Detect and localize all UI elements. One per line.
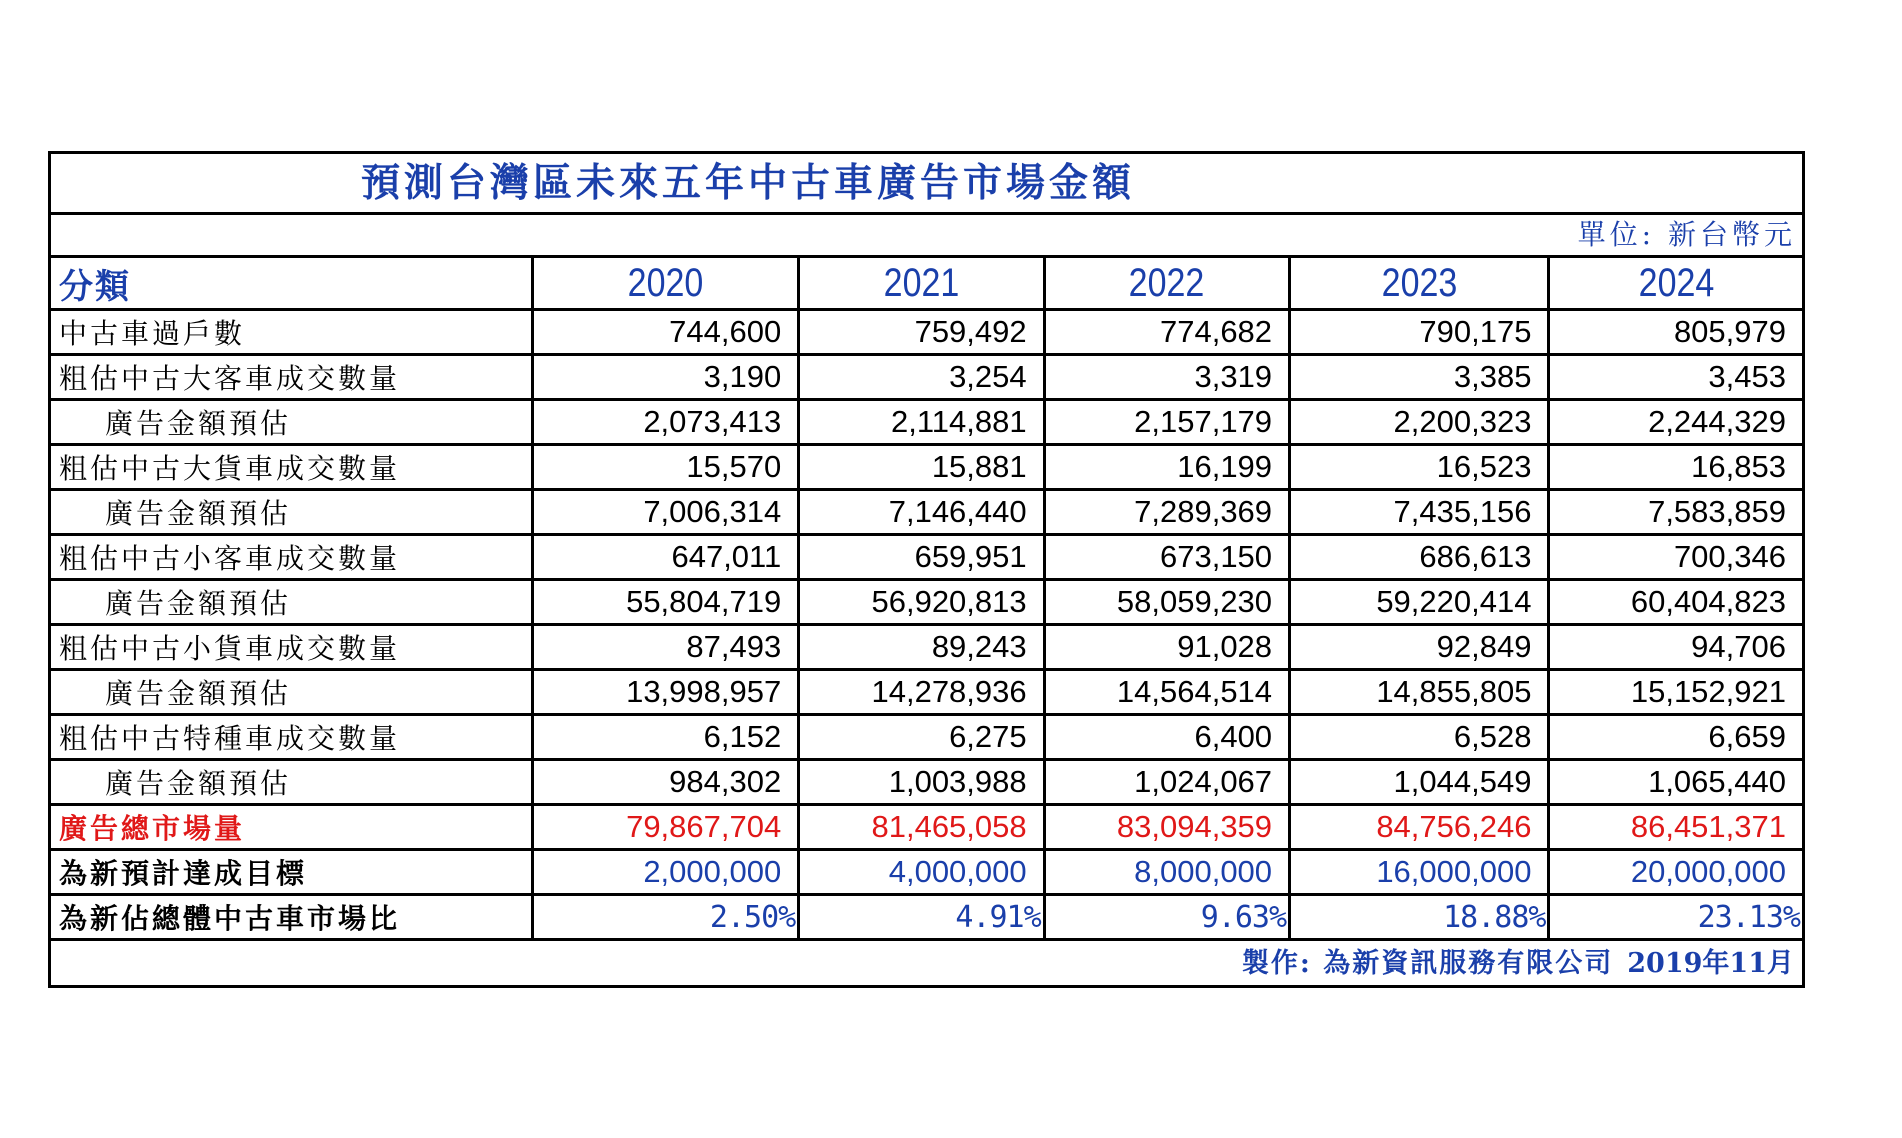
cell-value: 6,400 [1044, 715, 1289, 760]
table-row [50, 580, 1804, 625]
cell-value: 700,346 [1549, 535, 1804, 580]
ratio-row [50, 895, 1804, 940]
row-label: 廣告金額預估 [50, 670, 533, 715]
cell-value: 2,244,329 [1549, 400, 1804, 445]
total-row [50, 805, 1804, 850]
cell-value: 13,998,957 [532, 670, 798, 715]
table-row [50, 760, 1804, 805]
table-row [50, 625, 1804, 670]
ratio-value: 18.88% [1290, 895, 1549, 940]
table-row [50, 535, 1804, 580]
cell-value: 56,920,813 [799, 580, 1044, 625]
cell-value: 3,385 [1290, 355, 1549, 400]
cell-value: 7,289,369 [1044, 490, 1289, 535]
total-value: 84,756,246 [1290, 805, 1549, 850]
total-label: 廣告總市場量 [50, 805, 533, 850]
total-value: 83,094,359 [1044, 805, 1289, 850]
cell-value: 805,979 [1549, 310, 1804, 355]
forecast-table [48, 151, 1805, 988]
cell-value: 94,706 [1549, 625, 1804, 670]
row-label: 中古車過戶數 [50, 310, 533, 355]
year-header: 2023 [1290, 257, 1549, 310]
ratio-label: 為新佔總體中古車市場比 [50, 895, 533, 940]
cell-value: 15,152,921 [1549, 670, 1804, 715]
target-value: 16,000,000 [1290, 850, 1549, 895]
page-title: 預測台灣區未來五年中古車廣告市場金額 [361, 160, 1136, 206]
total-value: 81,465,058 [799, 805, 1044, 850]
table-row [50, 445, 1804, 490]
year-header: 2021 [799, 257, 1044, 310]
cell-value: 91,028 [1044, 625, 1289, 670]
cell-value: 59,220,414 [1290, 580, 1549, 625]
table-row [50, 490, 1804, 535]
cell-value: 1,044,549 [1290, 760, 1549, 805]
cell-value: 1,003,988 [799, 760, 1044, 805]
cell-value: 7,006,314 [532, 490, 798, 535]
cell-value: 759,492 [799, 310, 1044, 355]
table-row [50, 355, 1804, 400]
cell-value: 6,528 [1290, 715, 1549, 760]
cell-value: 3,319 [1044, 355, 1289, 400]
year-header: 2020 [532, 257, 798, 310]
cell-value: 2,114,881 [799, 400, 1044, 445]
cell-value: 16,199 [1044, 445, 1289, 490]
ratio-value: 23.13% [1549, 895, 1804, 940]
cell-value: 3,190 [532, 355, 798, 400]
cell-value: 14,855,805 [1290, 670, 1549, 715]
category-header: 分類 [50, 257, 533, 310]
table-row [50, 715, 1804, 760]
cell-value: 659,951 [799, 535, 1044, 580]
cell-value: 2,073,413 [532, 400, 798, 445]
target-value: 8,000,000 [1044, 850, 1289, 895]
cell-value: 1,024,067 [1044, 760, 1289, 805]
cell-value: 7,435,156 [1290, 490, 1549, 535]
cell-value: 15,570 [532, 445, 798, 490]
row-label: 廣告金額預估 [50, 490, 533, 535]
cell-value: 790,175 [1290, 310, 1549, 355]
cell-value: 16,853 [1549, 445, 1804, 490]
cell-value: 6,275 [799, 715, 1044, 760]
cell-value: 87,493 [532, 625, 798, 670]
table-row [50, 400, 1804, 445]
cell-value: 55,804,719 [532, 580, 798, 625]
cell-value: 16,523 [1290, 445, 1549, 490]
cell-value: 774,682 [1044, 310, 1289, 355]
target-value: 4,000,000 [799, 850, 1044, 895]
row-label: 粗估中古大貨車成交數量 [50, 445, 533, 490]
cell-value: 92,849 [1290, 625, 1549, 670]
cell-value: 686,613 [1290, 535, 1549, 580]
cell-value: 58,059,230 [1044, 580, 1289, 625]
cell-value: 7,583,859 [1549, 490, 1804, 535]
total-value: 79,867,704 [532, 805, 798, 850]
cell-value: 6,659 [1549, 715, 1804, 760]
cell-value: 2,157,179 [1044, 400, 1289, 445]
row-label: 粗估中古小客車成交數量 [50, 535, 533, 580]
row-label: 粗估中古特種車成交數量 [50, 715, 533, 760]
cell-value: 744,600 [532, 310, 798, 355]
total-value: 86,451,371 [1549, 805, 1804, 850]
unit-label: 單位: 新台幣元 [1577, 218, 1796, 251]
row-label: 廣告金額預估 [50, 580, 533, 625]
cell-value: 2,200,323 [1290, 400, 1549, 445]
title-row [50, 153, 1804, 214]
cell-value: 15,881 [799, 445, 1044, 490]
cell-value: 14,564,514 [1044, 670, 1289, 715]
target-row [50, 850, 1804, 895]
ratio-value: 2.50% [532, 895, 798, 940]
target-value: 20,000,000 [1549, 850, 1804, 895]
footer-date: 2019年11月 [1627, 948, 1794, 979]
cell-value: 3,453 [1549, 355, 1804, 400]
cell-value: 89,243 [799, 625, 1044, 670]
cell-value: 14,278,936 [799, 670, 1044, 715]
row-label: 粗估中古大客車成交數量 [50, 355, 533, 400]
table-row [50, 670, 1804, 715]
year-header: 2022 [1044, 257, 1289, 310]
cell-value: 647,011 [532, 535, 798, 580]
row-label: 粗估中古小貨車成交數量 [50, 625, 533, 670]
cell-value: 984,302 [532, 760, 798, 805]
row-label: 廣告金額預估 [50, 760, 533, 805]
cell-value: 60,404,823 [1549, 580, 1804, 625]
cell-value: 1,065,440 [1549, 760, 1804, 805]
cell-value: 3,254 [799, 355, 1044, 400]
cell-value: 673,150 [1044, 535, 1289, 580]
header-row [50, 257, 1804, 310]
target-value: 2,000,000 [532, 850, 798, 895]
cell-value: 6,152 [532, 715, 798, 760]
cell-value: 7,146,440 [799, 490, 1044, 535]
footer-row [50, 940, 1804, 987]
ratio-value: 4.91% [799, 895, 1044, 940]
unit-row [50, 214, 1804, 257]
table-row [50, 310, 1804, 355]
row-label: 廣告金額預估 [50, 400, 533, 445]
target-label: 為新預計達成目標 [50, 850, 533, 895]
footer-maker: 製作: 為新資訊服務有限公司 [1241, 948, 1614, 979]
year-header: 2024 [1549, 257, 1804, 310]
ratio-value: 9.63% [1044, 895, 1289, 940]
